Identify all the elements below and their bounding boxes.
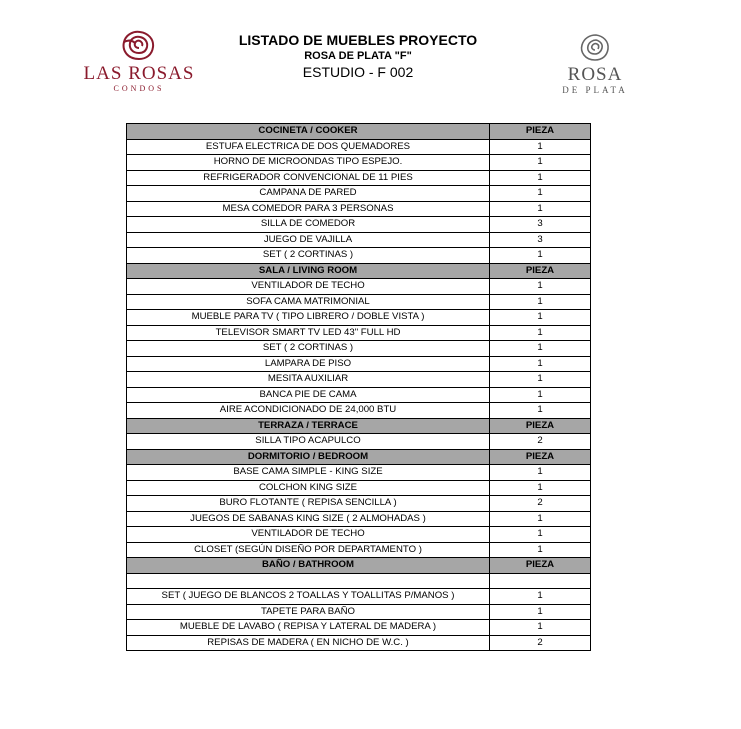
item-description: BANCA PIE DE CAMA <box>127 387 490 403</box>
item-description: SET ( 2 CORTINAS ) <box>127 341 490 357</box>
item-description: SET ( 2 CORTINAS ) <box>127 248 490 264</box>
item-description: REFRIGERADOR CONVENCIONAL DE 11 PIES <box>127 170 490 186</box>
table-row <box>127 527 591 543</box>
table-row <box>127 170 591 186</box>
item-quantity: 2 <box>490 635 591 651</box>
table-row <box>127 542 591 558</box>
table-row <box>127 356 591 372</box>
table-row <box>127 620 591 636</box>
item-description: MUEBLE DE LAVABO ( REPISA Y LATERAL DE MADERA ) <box>127 620 490 636</box>
qty-column-header: PIEZA <box>490 449 591 465</box>
table-row <box>127 217 591 233</box>
item-description: SILLA DE COMEDOR <box>127 217 490 233</box>
item-description: LAMPARA DE PISO <box>127 356 490 372</box>
item-description: CLOSET (SEGÚN DISEÑO POR DEPARTAMENTO ) <box>127 542 490 558</box>
logo-las-rosas <box>74 28 204 94</box>
logo-sub-text: DE PLATA <box>562 85 628 95</box>
item-quantity: 1 <box>490 170 591 186</box>
unit-label: ESTUDIO - F 002 <box>302 64 414 80</box>
item-quantity: 1 <box>490 186 591 202</box>
item-quantity <box>490 573 591 589</box>
document-title: LISTADO DE MUEBLES PROYECTO <box>238 32 478 48</box>
rose-icon <box>119 28 159 62</box>
table-row <box>127 496 591 512</box>
item-description: BURO FLOTANTE ( REPISA SENCILLA ) <box>127 496 490 512</box>
item-quantity: 1 <box>490 248 591 264</box>
item-quantity: 1 <box>490 325 591 341</box>
item-quantity: 1 <box>490 589 591 605</box>
item-quantity: 1 <box>490 620 591 636</box>
table-row <box>127 511 591 527</box>
document-subtitle: ROSA DE PLATA "F" <box>304 50 412 62</box>
table-row <box>127 279 591 295</box>
table-row <box>127 604 591 620</box>
table-row <box>127 294 591 310</box>
item-description: JUEGOS DE SABANAS KING SIZE ( 2 ALMOHADAS ) <box>127 511 490 527</box>
item-description: VENTILADOR DE TECHO <box>127 279 490 295</box>
table-row <box>127 403 591 419</box>
table-row <box>127 635 591 651</box>
table-row <box>127 372 591 388</box>
item-quantity: 1 <box>490 356 591 372</box>
section-header-row <box>127 418 591 434</box>
section-title: BAÑO / BATHROOM <box>127 558 490 574</box>
item-quantity: 1 <box>490 341 591 357</box>
table-row <box>127 155 591 171</box>
section-title: SALA / LIVING ROOM <box>127 263 490 279</box>
item-description: SOFA CAMA MATRIMONIAL <box>127 294 490 310</box>
item-quantity: 1 <box>490 310 591 326</box>
item-description: HORNO DE MICROONDAS TIPO ESPEJO. <box>127 155 490 171</box>
item-quantity: 1 <box>490 403 591 419</box>
item-description: MUEBLE PARA TV ( TIPO LIBRERO / DOBLE VISTA ) <box>127 310 490 326</box>
item-quantity: 1 <box>490 155 591 171</box>
table-row <box>127 232 591 248</box>
document-header <box>200 31 516 81</box>
item-quantity: 1 <box>490 511 591 527</box>
section-header-row <box>127 449 591 465</box>
item-description: BASE CAMA SIMPLE - KING SIZE <box>127 465 490 481</box>
item-quantity: 3 <box>490 217 591 233</box>
item-quantity: 1 <box>490 294 591 310</box>
table-row <box>127 139 591 155</box>
item-quantity: 1 <box>490 542 591 558</box>
table-row <box>127 201 591 217</box>
item-quantity: 1 <box>490 279 591 295</box>
item-description: TAPETE PARA BAÑO <box>127 604 490 620</box>
item-quantity: 1 <box>490 387 591 403</box>
section-header-row <box>127 263 591 279</box>
table-row <box>127 341 591 357</box>
item-description: CAMPANA DE PARED <box>127 186 490 202</box>
item-quantity: 1 <box>490 465 591 481</box>
item-description: TELEVISOR SMART TV LED 43" FULL HD <box>127 325 490 341</box>
item-quantity: 1 <box>490 139 591 155</box>
logo-sub-text: CONDOS <box>113 84 165 93</box>
table-row <box>127 248 591 264</box>
section-header-row <box>127 558 591 574</box>
item-description: JUEGO DE VAJILLA <box>127 232 490 248</box>
item-description: REPISAS DE MADERA ( EN NICHO DE W.C. ) <box>127 635 490 651</box>
logo-rosa-de-plata <box>540 32 650 98</box>
qty-column-header: PIEZA <box>490 124 591 140</box>
qty-column-header: PIEZA <box>490 558 591 574</box>
item-quantity: 1 <box>490 480 591 496</box>
item-description: SILLA TIPO ACAPULCO <box>127 434 490 450</box>
table-row <box>127 589 591 605</box>
item-quantity: 1 <box>490 604 591 620</box>
item-description: AIRE ACONDICIONADO DE 24,000 BTU <box>127 403 490 419</box>
item-description: MESITA AUXILIAR <box>127 372 490 388</box>
table-row <box>127 325 591 341</box>
item-description <box>127 573 490 589</box>
table-row <box>127 465 591 481</box>
item-description: VENTILADOR DE TECHO <box>127 527 490 543</box>
section-title: DORMITORIO / BEDROOM <box>127 449 490 465</box>
section-title: TERRAZA / TERRACE <box>127 418 490 434</box>
qty-column-header: PIEZA <box>490 418 591 434</box>
furniture-table <box>126 123 591 651</box>
item-quantity: 1 <box>490 201 591 217</box>
table-row <box>127 573 591 589</box>
item-quantity: 2 <box>490 434 591 450</box>
table-row <box>127 310 591 326</box>
section-header-row <box>127 124 591 140</box>
item-quantity: 3 <box>490 232 591 248</box>
table-row <box>127 480 591 496</box>
rose-icon <box>578 32 612 62</box>
item-quantity: 2 <box>490 496 591 512</box>
item-description: ESTUFA ELECTRICA DE DOS QUEMADORES <box>127 139 490 155</box>
section-title: COCINETA / COOKER <box>127 124 490 140</box>
logo-brand-text: LAS ROSAS <box>83 63 195 84</box>
item-quantity: 1 <box>490 372 591 388</box>
qty-column-header: PIEZA <box>490 263 591 279</box>
table-row <box>127 387 591 403</box>
table-row <box>127 186 591 202</box>
item-description: SET ( JUEGO DE BLANCOS 2 TOALLAS Y TOALLITAS P/MANOS ) <box>127 589 490 605</box>
furniture-table-body <box>127 124 591 651</box>
table-row <box>127 434 591 450</box>
item-description: MESA COMEDOR PARA 3 PERSONAS <box>127 201 490 217</box>
logo-brand-text: ROSA <box>567 64 623 85</box>
item-quantity: 1 <box>490 527 591 543</box>
item-description: COLCHON KING SIZE <box>127 480 490 496</box>
